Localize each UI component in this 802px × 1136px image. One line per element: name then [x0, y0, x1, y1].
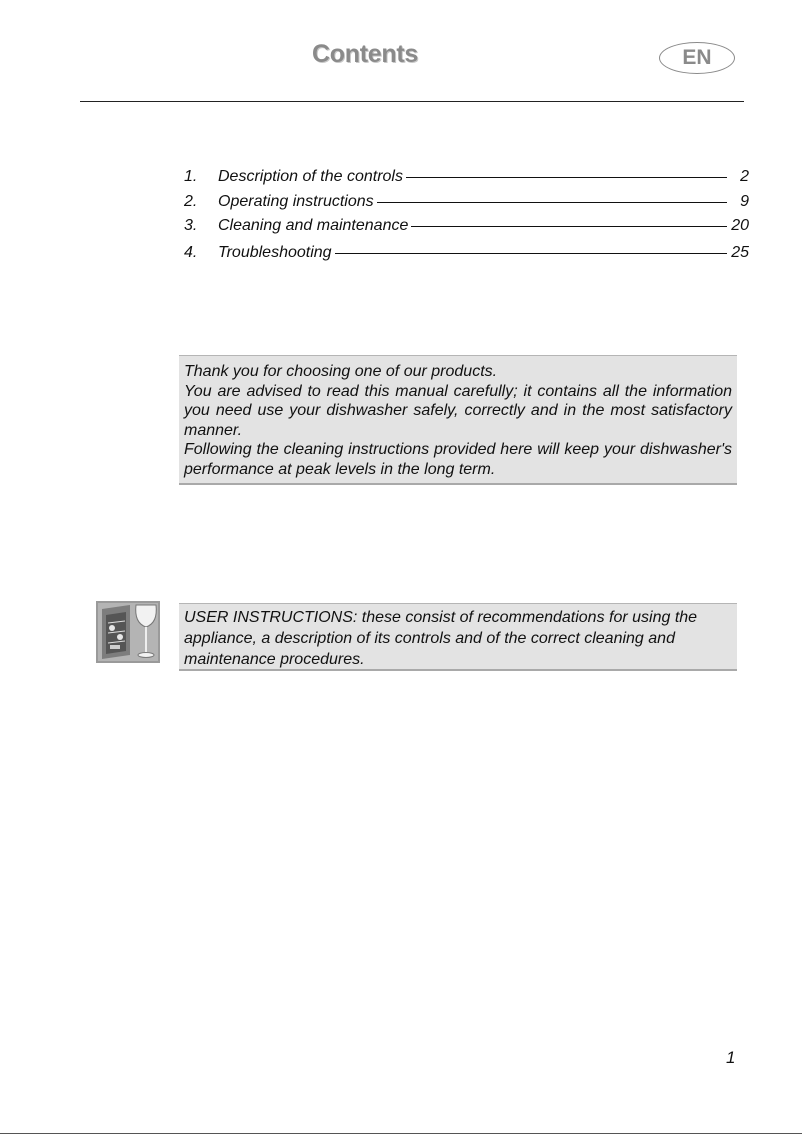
toc-leader-line	[406, 177, 727, 178]
toc-entry-label: Description of the controls	[218, 168, 403, 185]
toc-entry-page: 2	[740, 168, 749, 185]
thank-you-notice	[179, 355, 737, 485]
toc-leader-line	[411, 226, 727, 227]
toc-entry-page: 9	[740, 192, 749, 210]
toc-entry-label: Operating instructions	[218, 192, 374, 210]
footer-divider	[0, 1133, 802, 1134]
notice-paragraph: You are advised to read this manual carefully; it contains all the information you need use your dishwasher safely, correctly and in the most satisfactory manner.	[184, 382, 732, 439]
toc-entry-number: 3.	[184, 217, 198, 234]
toc-entry-number: 4.	[184, 243, 198, 261]
toc-entry-number: 1.	[184, 168, 198, 185]
toc-leader-line	[377, 202, 727, 203]
user-instructions-notice	[179, 603, 737, 671]
toc-entry[interactable]	[184, 168, 749, 193]
page-title: Contents	[312, 40, 418, 68]
notice-intro: Thank you for choosing one of our products.	[184, 363, 498, 380]
toc-entry-page: 20	[731, 217, 749, 234]
page-number: 1	[726, 1048, 736, 1067]
header-divider	[80, 101, 744, 102]
notice-paragraph: Following the cleaning instructions provided here will keep your dishwasher's performance at peak levels in the long term.	[184, 441, 732, 478]
toc-entry-label: Cleaning and maintenance	[218, 217, 409, 234]
toc-entry[interactable]	[184, 193, 749, 218]
toc-entry[interactable]	[184, 244, 749, 269]
toc-entry-number: 2.	[184, 192, 198, 210]
language-badge: EN	[659, 42, 735, 74]
dishwasher-icon	[96, 601, 160, 663]
table-of-contents	[184, 168, 749, 268]
toc-entry-label: Troubleshooting	[218, 243, 332, 261]
toc-entry-page: 25	[731, 243, 749, 261]
user-instructions-text: USER INSTRUCTIONS: these consist of recommendations for using the appliance, a description of its controls and of the correct cleaning and maintenance procedures.	[184, 609, 698, 668]
toc-leader-line	[335, 253, 727, 254]
toc-entry[interactable]	[184, 217, 749, 242]
